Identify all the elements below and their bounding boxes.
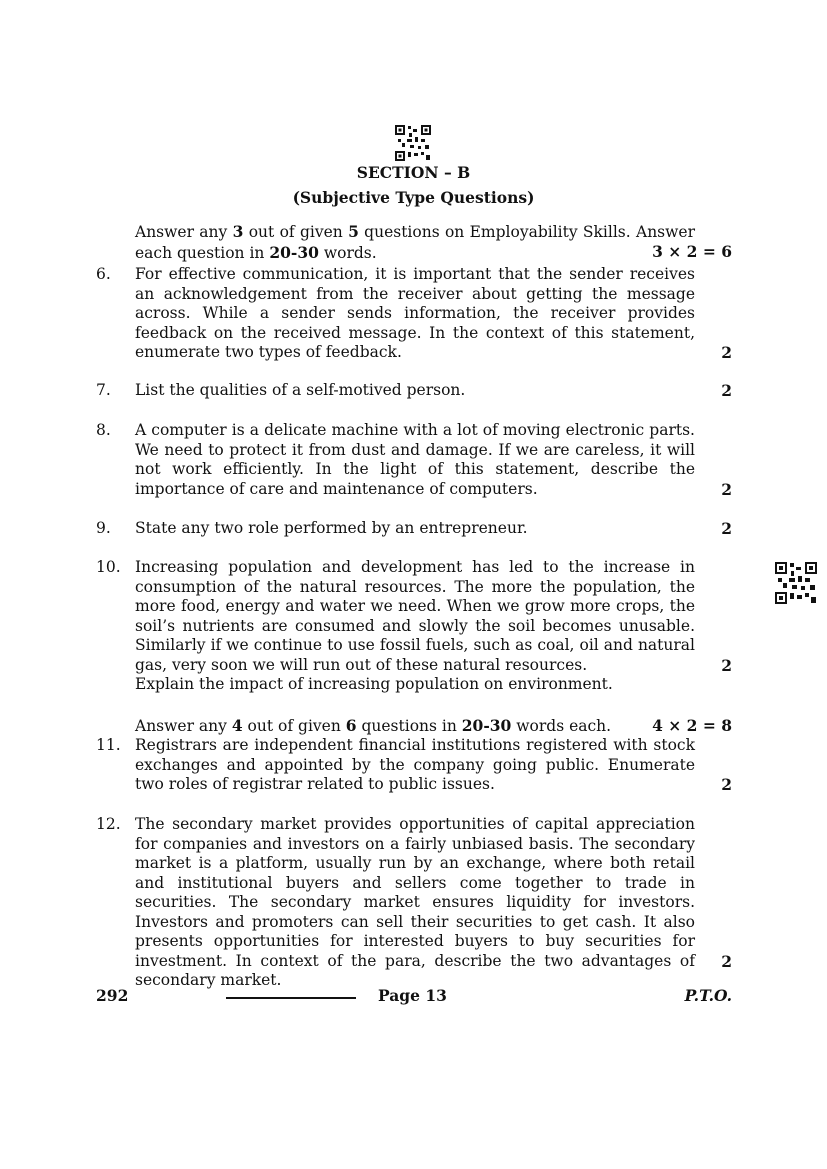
question-prompt: Explain the impact of increasing population on environment. [135, 675, 613, 693]
question-text: For effective communication, it is important that the sender receives an acknowledgement from the receiver about getting the message across. While a sender sends information, the receiver provides feedback on the received message. In the context of this statement, enumerate two types of feedback. [135, 265, 695, 361]
instruction-subject [96, 716, 732, 737]
question-text: List the qualities of a self-motived person. [135, 381, 466, 399]
question-10 [96, 558, 732, 695]
qr-code-icon [775, 562, 817, 604]
question-8 [96, 421, 732, 499]
question-marks: 2 [721, 343, 732, 362]
question-number: 10. [96, 558, 121, 576]
page-footer [96, 986, 732, 1008]
question-marks: 2 [721, 655, 732, 675]
instruction-text: Answer any 4 out of given 6 questions in 20-30 words each. [135, 716, 612, 735]
section-title: SECTION – B [356, 163, 471, 182]
question-number: 12. [96, 815, 121, 833]
question-marks: 2 [721, 775, 732, 794]
instruction-marks: 3 × 2 = 6 [652, 241, 732, 261]
question-text: The secondary market provides opportunities of capital appreciation for companies and investors on a fairly unbiased basis. The secondary market is a platform, usually run by an exchange, where both retail and institutional buyers and sellers come together to trade in securities. The secondary market ensures liquidity for investors. Investors and promoters can sell their securities to get cash. It also presents opportunities for interested buyers to buy securities for investment. In context of the para, describe the two advantages of secondary market. [135, 815, 695, 989]
page-number: Page 13 [378, 986, 447, 1005]
instruction-marks: 4 × 2 = 8 [652, 716, 732, 735]
question-marks: 2 [721, 381, 732, 400]
question-11 [96, 736, 732, 795]
question-number: 6. [96, 265, 111, 283]
section-subtitle: (Subjective Type Questions) [292, 188, 535, 207]
paper-code: 292 [96, 986, 129, 1005]
question-9 [96, 519, 732, 539]
instruction-employability [96, 222, 732, 263]
question-number: 8. [96, 421, 111, 439]
question-6 [96, 265, 732, 363]
question-7 [96, 381, 732, 401]
question-12 [96, 815, 732, 991]
qr-code-icon [395, 125, 431, 161]
question-marks: 2 [721, 519, 732, 538]
question-marks: 2 [721, 951, 732, 971]
question-marks: 2 [721, 479, 732, 499]
question-number: 11. [96, 736, 121, 754]
question-text: State any two role performed by an entrepreneur. [135, 519, 528, 537]
footer-divider [226, 997, 356, 999]
question-number: 9. [96, 519, 111, 537]
question-text: A computer is a delicate machine with a lot of moving electronic parts. We need to protect it from dust and damage. If we are careless, it will not work efficiently. In the light of this statement, describe the importance of care and maintenance of computers. [135, 421, 695, 498]
question-text: Registrars are independent financial institutions registered with stock exchanges and appointed by the company going public. Enumerate two roles of registrar related to public issues. [135, 736, 695, 793]
question-number: 7. [96, 381, 111, 399]
instruction-text: Answer any 3 out of given 5 questions on Employability Skills. Answer each question in 20-30 words. [135, 222, 695, 262]
please-turn-over: P.T.O. [684, 986, 732, 1005]
question-text: Increasing population and development has led to the increase in consumption of the natural resources. The more the population, the more food, energy and water we need. When we grow more crops, the soil’s nutrients are consumed and slowly the soil becomes unusable. Similarly if we continue to use fossil fuels, such as coal, oil and natural gas, very soon we will run out of these natural resources. [135, 558, 695, 674]
